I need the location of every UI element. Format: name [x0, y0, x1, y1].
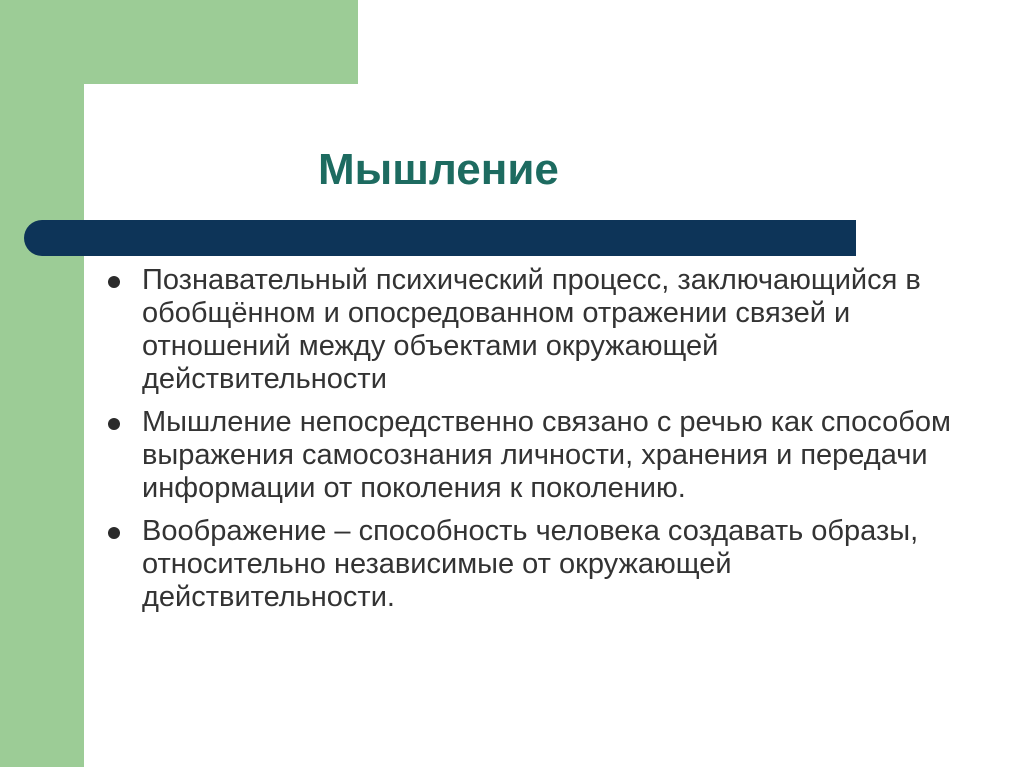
bullet-item [102, 515, 962, 614]
bullet-text: Мышление непосредственно связано с речью как способом выражения самосознания личности, хранения и передачи информации от поколения к поколению. [142, 406, 951, 504]
bullet-dot-icon [108, 276, 120, 288]
bullet-item [102, 264, 962, 396]
bullet-dot-icon [108, 527, 120, 539]
decorative-green-block [0, 0, 358, 84]
decorative-rounded-corner [84, 84, 164, 164]
decorative-green-strip [0, 0, 84, 767]
bullet-text: Воображение – способность человека создавать образы, относительно независимые от окружающей действительности. [142, 515, 919, 613]
bullet-dot-icon [108, 418, 120, 430]
slide-title: Мышление [318, 145, 559, 194]
bullet-list [102, 264, 962, 624]
bullet-text: Познавательный психический процесс, заключающийся в обобщённом и опосредованном отражении связей и отношений между объектами окружающей действительности [142, 264, 921, 395]
bullet-item [102, 406, 962, 505]
title-underline-bar [24, 220, 856, 256]
